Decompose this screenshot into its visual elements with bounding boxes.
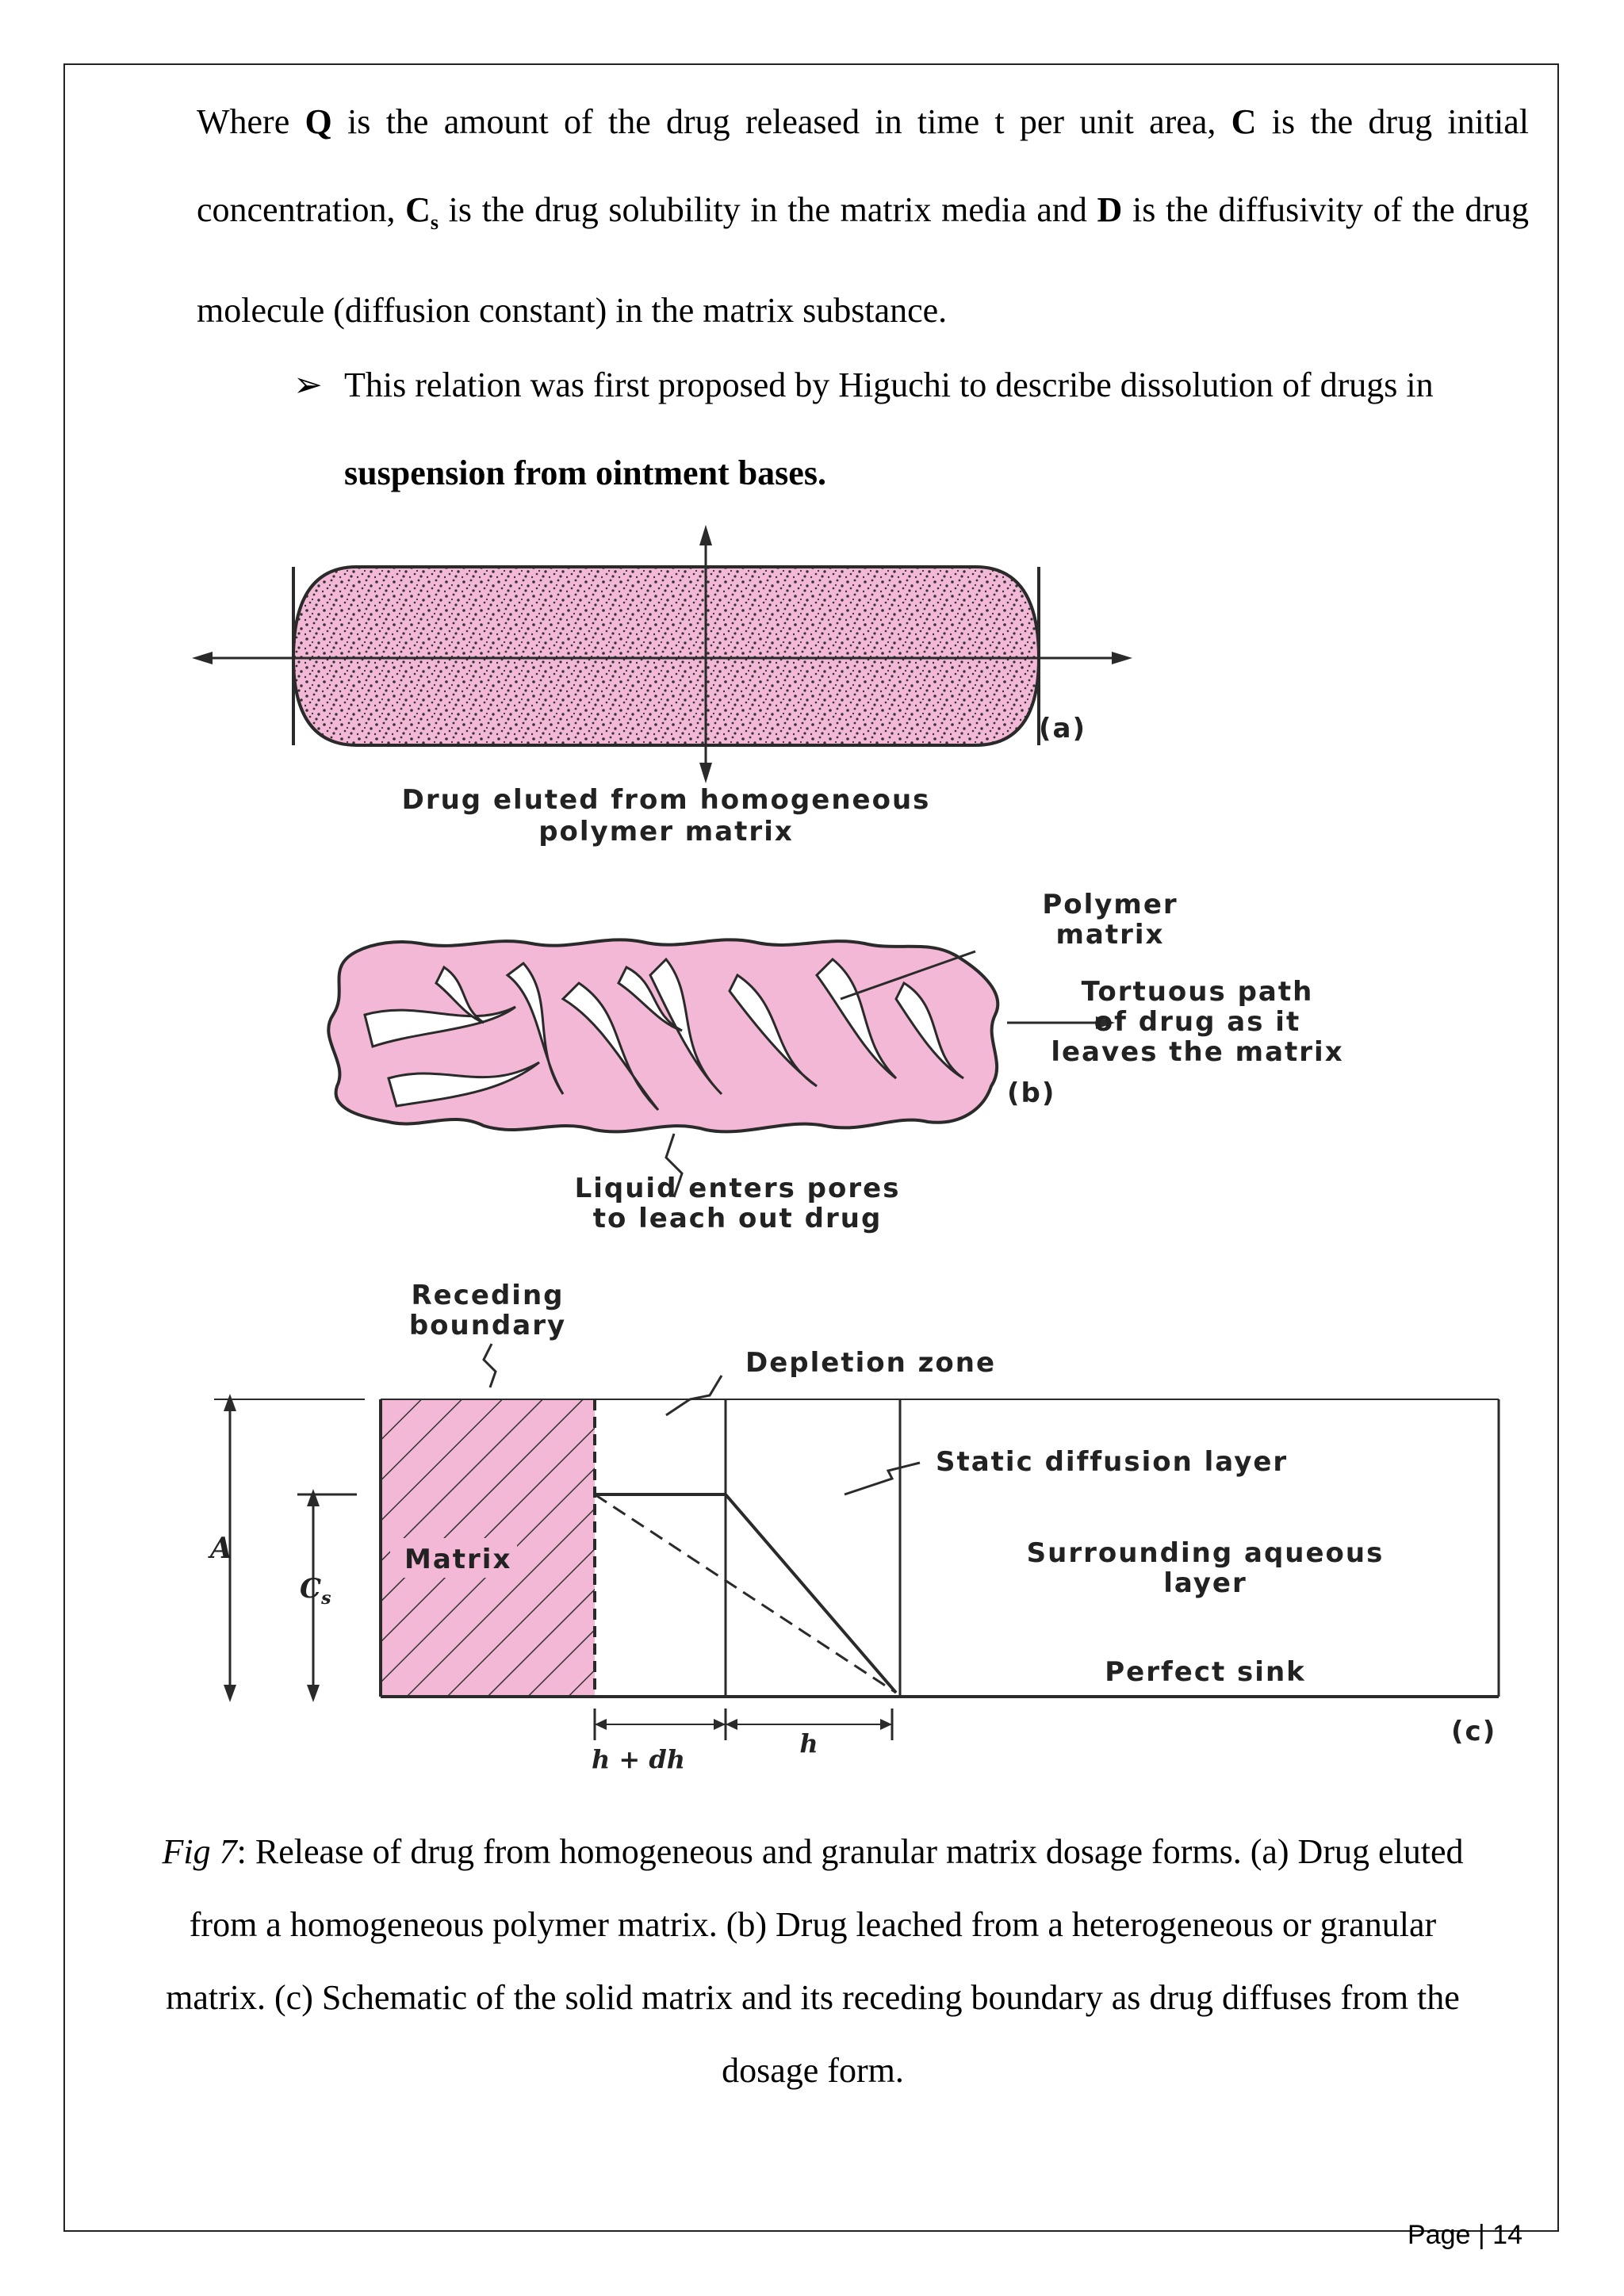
axis-a-label: A [210, 1532, 232, 1565]
receding-line1: Receding [411, 1280, 565, 1311]
tortuous-line3: leaves the matrix [1051, 1036, 1344, 1068]
label-c: (c) [1451, 1716, 1497, 1747]
h-label: h [799, 1728, 818, 1758]
polymer-line1: Polymer [1042, 889, 1178, 920]
bullet-text: This relation was first proposed by Higuchi to describe dissolution of drugs in suspension from ointment bases. [344, 365, 1434, 492]
receding-line2: boundary [408, 1310, 567, 1341]
h-dh-label: h + dh [592, 1744, 685, 1774]
liquid-line1: Liquid enters pores [574, 1173, 901, 1204]
static-label: Static diffusion layer [936, 1446, 1289, 1478]
tortuous-line2: of drug as it [1094, 1006, 1301, 1038]
bullet-arrow-icon: ➢ [293, 365, 323, 404]
caption-a-line2: polymer matrix [538, 816, 794, 848]
figure-c [208, 1280, 1499, 1774]
sink-label: Perfect sink [1105, 1656, 1306, 1688]
label-b: (b) [1007, 1077, 1056, 1109]
body-paragraph: Where Q is the amount of the drug released in time t per unit area, C is the drug initial concentration, $C_s$ is the drug solubility in the matrix media and D is the diffusivity of the drug molecule (diffusion constant) in the matrix substance. [197, 102, 1530, 330]
page-number: Page | 14 [1408, 2220, 1522, 2250]
liquid-line2: to leach out drug [592, 1203, 883, 1234]
bullet-item [293, 341, 1530, 517]
depletion-label: Depletion zone [745, 1347, 997, 1379]
surrounding-line1: Surrounding aqueous [1026, 1537, 1385, 1569]
matrix-label: Matrix [404, 1544, 512, 1575]
figure-b [328, 889, 1343, 1234]
figure-caption: Fig 7: Release of drug from homogeneous and granular matrix dosage forms. (a) Drug eluted from a homogeneous polymer matrix. (b) Drug leached from a heterogeneous or granular matrix. (c) Schematic of the solid matrix and its receding boundary as drug diffuses from the dosage form. [162, 1832, 1464, 2090]
figure-7 [182, 507, 1530, 1792]
surrounding-line2: layer [1163, 1567, 1247, 1599]
figure-a [192, 525, 1132, 848]
axis-cs-label: $C_s$ [300, 1573, 331, 1609]
label-a: (a) [1039, 713, 1087, 744]
tortuous-line1: Tortuous path [1081, 976, 1314, 1008]
polymer-line2: matrix [1055, 919, 1165, 951]
caption-a-line1: Drug eluted from homogeneous [401, 784, 931, 816]
